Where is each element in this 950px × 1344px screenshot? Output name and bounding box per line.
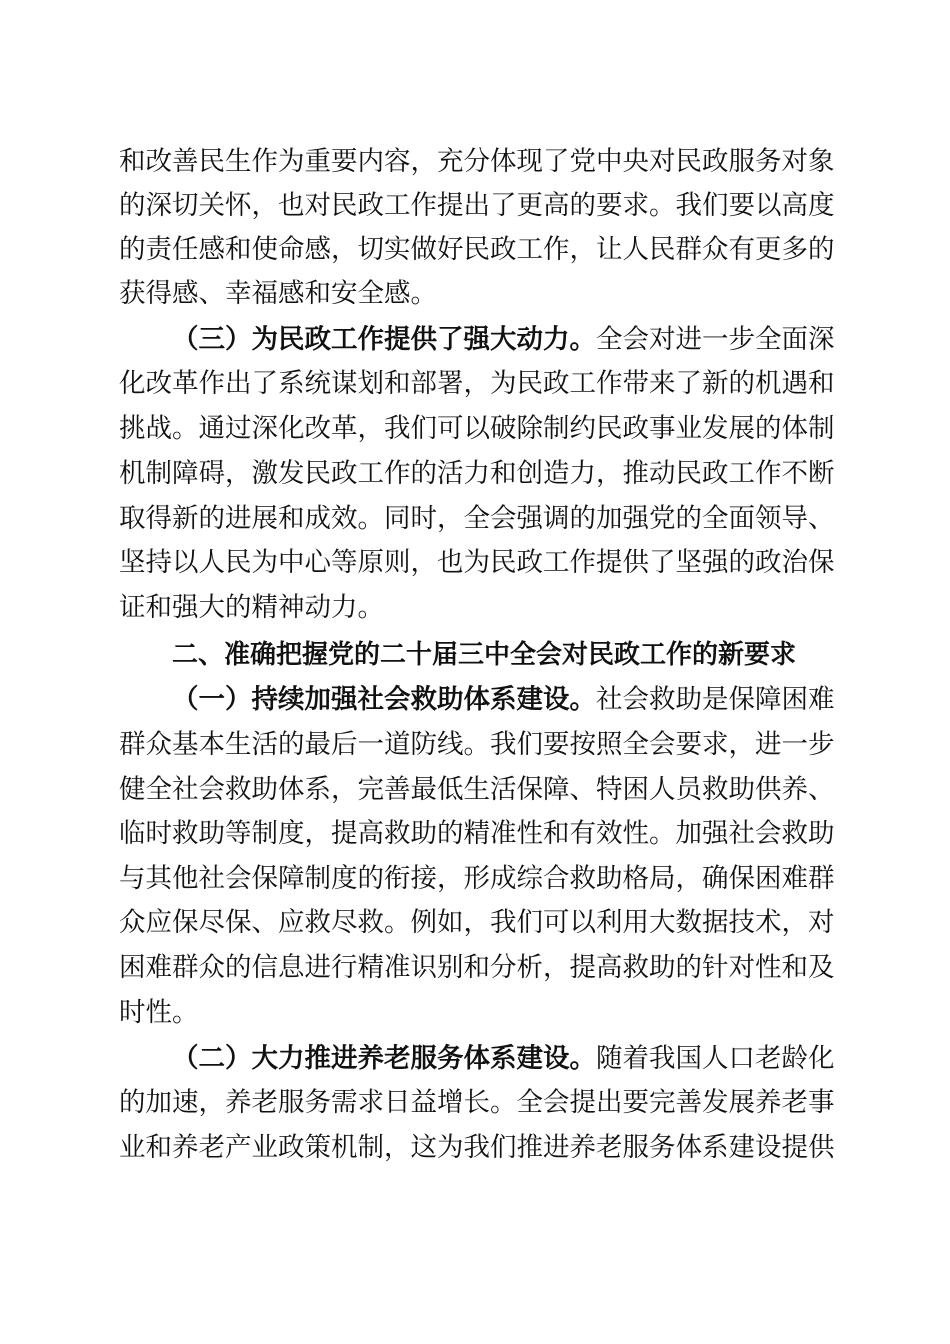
body-text: 社会救助是保障困难 [596,684,835,715]
paragraph-first-line [172,1037,835,1081]
body-line: 坚持以人民为中心等原则，也为民政工作提供了坚强的政治保 [119,547,835,578]
section-subheading: （二）大力推进养老服务体系建设。 [172,1043,596,1074]
body-line: 的责任感和使命感，切实做好民政工作，让人民群众有更多的 [119,234,835,265]
body-line: 的加速，养老服务需求日益增长。全会提出要完善发展养老事 [119,1087,835,1118]
paragraph-first-line [172,678,835,722]
body-line: 群众基本生活的最后一道防线。我们要按照全会要求，进一步 [119,729,835,760]
section-subheading: （一）持续加强社会救助体系建设。 [172,684,596,715]
body-line: 挑战。通过深化改革，我们可以破除制约民政事业发展的体制 [119,413,835,444]
section-subheading: （三）为民政工作提供了强大动力。 [172,324,596,355]
paragraph-first-line [172,318,835,362]
body-line: 时性。 [119,997,199,1028]
body-text: 全会对进一步全面深 [596,324,835,355]
body-text: 随着我国人口老龄化 [596,1043,835,1074]
body-line: 业和养老产业政策机制，这为我们推进养老服务体系建设提供 [119,1132,835,1163]
body-line: 众应保尽保、应救尽救。例如，我们可以利用大数据技术，对 [119,907,835,938]
body-line: 证和强大的精神动力。 [119,592,384,623]
body-line: 临时救助等制度，提高救助的精准性和有效性。加强社会救助 [119,818,835,849]
body-line: 和改善民生作为重要内容，充分体现了党中央对民政服务对象 [119,146,835,177]
body-line: 取得新的进展和成效。同时，全会强调的加强党的全面领导、 [119,503,835,534]
section-heading: 二、准确把握党的二十届三中全会对民政工作的新要求 [172,640,797,670]
body-line: 与其他社会保障制度的衔接，形成综合救助格局，确保困难群 [119,863,835,894]
body-line: 机制障碍，激发民政工作的活力和创造力，推动民政工作不断 [119,458,835,489]
body-line: 获得感、幸福感和安全感。 [119,278,437,309]
body-line: 困难群众的信息进行精准识别和分析，提高救助的针对性和及 [119,952,835,983]
body-line: 的深切关怀，也对民政工作提出了更高的要求。我们要以高度 [119,190,835,221]
body-line: 化改革作出了系统谋划和部署，为民政工作带来了新的机遇和 [119,368,835,399]
body-line: 健全社会救助体系，完善最低生活保障、特困人员救助供养、 [119,774,835,805]
